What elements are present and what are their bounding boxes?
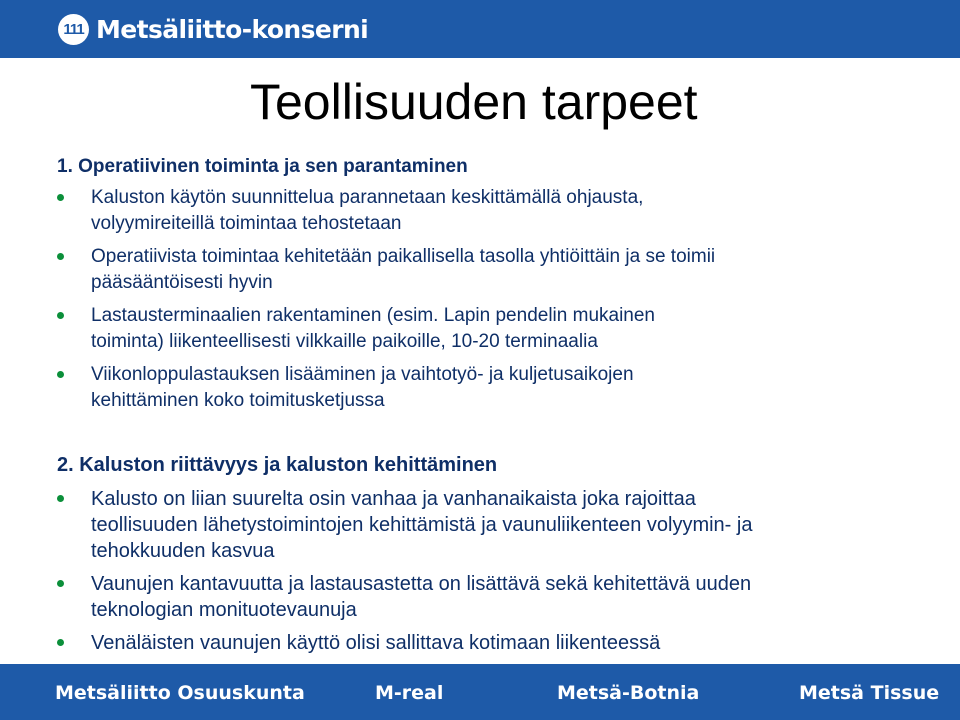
bullet-list <box>57 185 715 414</box>
section-fleet <box>57 452 752 663</box>
bullet-text-line: Vaunujen kantavuutta ja lastausastetta on lisättävä sekä kehitettävä uuden <box>91 573 752 595</box>
header-bar <box>0 0 960 58</box>
logo-text: Metsäliitto-konserni <box>96 14 369 44</box>
slide-title: Teollisuuden tarpeet <box>250 74 698 130</box>
bullet-item <box>57 303 715 355</box>
section-heading: 1. Operatiivinen toiminta ja sen parantaminen <box>57 156 468 177</box>
bullet-text-line: teknologian monituotevaunuja <box>91 599 357 621</box>
logo-mark-icon: 111 <box>58 14 89 45</box>
bullet-dot-icon <box>57 580 64 587</box>
bullet-text-line: Lastausterminaalien rakentaminen (esim. Lapin pendelin mukainen <box>91 305 655 326</box>
bullet-text-line: volyymireiteillä toimintaa tehostetaan <box>91 213 402 234</box>
bullet-dot-icon <box>57 495 64 502</box>
bullet-text-line: pääsääntöisesti hyvin <box>91 272 273 293</box>
company-logo <box>58 12 368 46</box>
bullet-text-line: teollisuuden lähetystoimintojen kehittämistä ja vaunuliikenteen volyymin- ja <box>91 514 753 536</box>
bullet-text-line: Venäläisten vaunujen käyttö olisi sallittava kotimaan liikenteessä <box>91 632 661 654</box>
footer-bar <box>0 664 960 720</box>
bullet-text-line: kehittäminen koko toimitusketjussa <box>91 390 385 411</box>
bullet-dot-icon <box>57 253 64 260</box>
bullet-text-line: toiminta) liikenteellisesti vilkkaille paikoille, 10-20 terminaalia <box>91 331 598 352</box>
footer-brand-metsaliitto: Metsäliitto Osuuskunta <box>55 682 305 704</box>
footer-brand-mreal: M-real <box>375 682 444 704</box>
bullet-dot-icon <box>57 312 64 319</box>
bullet-item <box>57 486 752 564</box>
bullet-item <box>57 362 715 414</box>
bullet-text-line: Operatiivista toimintaa kehitetään paikallisella tasolla yhtiöittäin ja se toimii <box>91 246 716 267</box>
bullet-text-line: Viikonloppulastauksen lisääminen ja vaihtotyö- ja kuljetusaikojen <box>91 364 634 385</box>
section-operational <box>57 154 715 421</box>
bullet-item <box>57 630 752 656</box>
bullet-text-line: Kalusto on liian suurelta osin vanhaa ja vanhanaikaista joka rajoittaa <box>91 488 696 510</box>
bullet-dot-icon <box>57 639 64 646</box>
bullet-text-line: tehokkuuden kasvua <box>91 540 275 562</box>
bullet-dot-icon <box>57 194 64 201</box>
section-heading: 2. Kaluston riittävyys ja kaluston kehittäminen <box>57 454 498 476</box>
bullet-list <box>57 486 752 656</box>
bullet-item <box>57 244 715 296</box>
footer-brand-tissue: Metsä Tissue <box>799 682 940 704</box>
footer-brand-botnia: Metsä-Botnia <box>557 682 700 704</box>
bullet-text-line: Kaluston käytön suunnittelua parannetaan keskittämällä ohjausta, <box>91 187 644 208</box>
bullet-dot-icon <box>57 371 64 378</box>
bullet-item <box>57 185 715 237</box>
bullet-item <box>57 571 752 623</box>
